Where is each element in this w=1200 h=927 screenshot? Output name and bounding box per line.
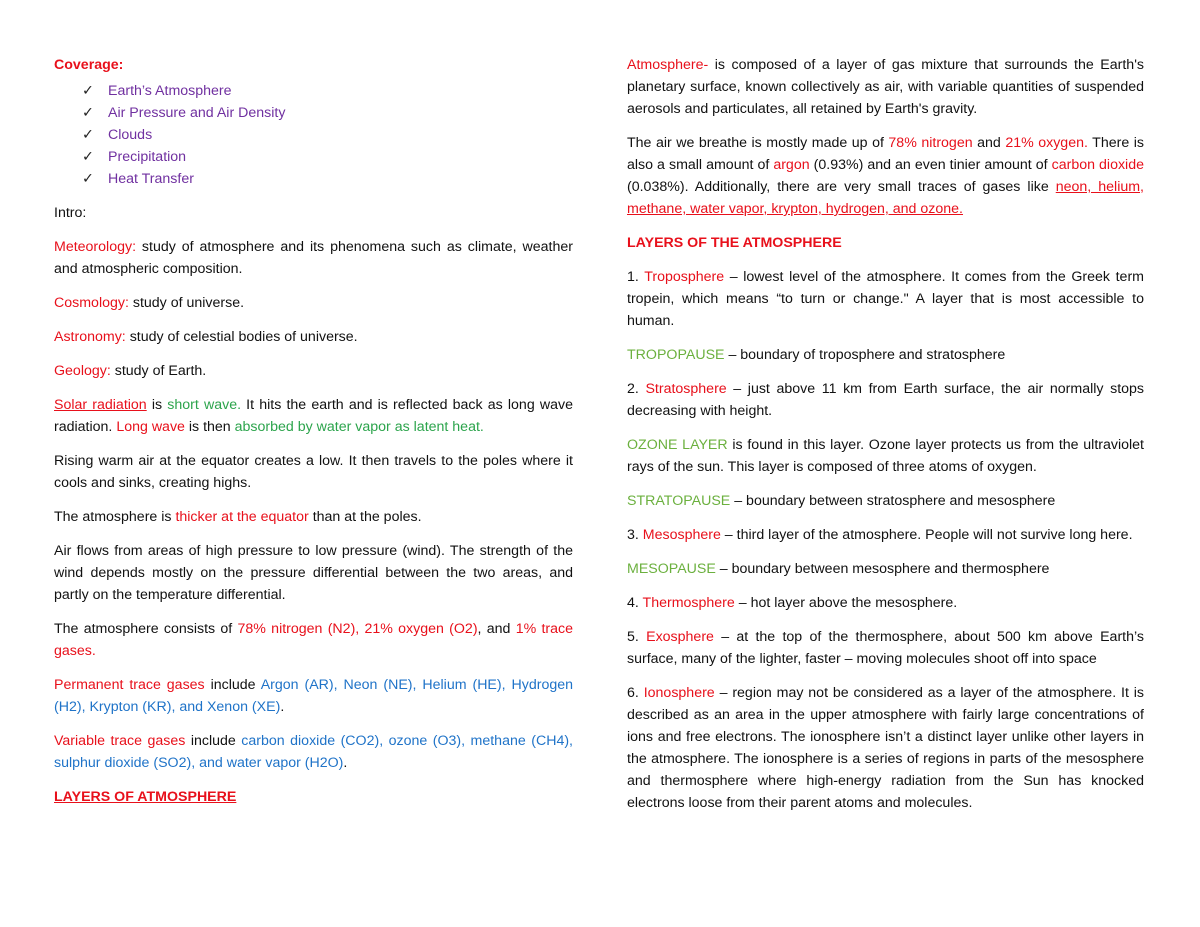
check-icon: ✓ bbox=[82, 171, 94, 187]
cosmology-definition: Cosmology: study of universe. bbox=[54, 295, 245, 311]
variable-gases-paragraph: Variable trace gases include carbon dioxide (CO2), ozone (O3), methane (CH4), sulphur dioxide (SO2), and water vapor (H2O). bbox=[54, 733, 573, 771]
layers-heading: LAYERS OF ATMOSPHERE bbox=[54, 789, 237, 805]
thicker-paragraph: The atmosphere is thicker at the equator than at the poles. bbox=[54, 509, 422, 525]
layers-of-the-atmosphere-heading: LAYERS OF THE ATMOSPHERE bbox=[627, 235, 842, 251]
coverage-title: Coverage: bbox=[54, 57, 124, 73]
atmosphere-definition: Atmosphere- is composed of a layer of gas mixture that surrounds the Earth's planetary surface, known collectively as air, with variable quantities of suspended aerosols and particulates, all retained by Earth's gravity. bbox=[627, 57, 1144, 117]
meteorology-definition: Meteorology: study of atmosphere and its phenomena such as climate, weather and atmospheric composition. bbox=[54, 239, 573, 277]
coverage-item: ✓ Air Pressure and Air Density bbox=[82, 102, 573, 124]
geology-definition: Geology: study of Earth. bbox=[54, 363, 207, 379]
stratosphere-item: 2. Stratosphere – just above 11 km from Earth surface, the air normally stops decreasing with height. bbox=[627, 381, 1145, 419]
troposphere-item: 1. Troposphere – lowest level of the atmosphere. It comes from the Greek term tropein, which means “to turn or change." A layer that is most accessible to human. bbox=[627, 269, 1144, 329]
exosphere-item: 5. Exosphere – at the top of the thermosphere, about 500 km above Earth’s surface, many of the lighter, faster – moving molecules shoot off into space bbox=[627, 629, 1144, 667]
ionosphere-item: 6. Ionosphere – region may not be considered as a layer of the atmosphere. It is described as an area in the upper atmosphere with fairly large concentrations of ions and free electrons. The ionosphere isn’t a distinct layer unlike other layers in the atmosphere. The ionosphere is a series of regions in parts of the mesosphere and thermosphere where high-energy radiation from the Sun has knocked electrons loose from their parent atoms and molecules. bbox=[627, 685, 1144, 811]
stratopause-item: STRATOPAUSE – boundary between stratosphere and mesosphere bbox=[627, 493, 1056, 509]
mesopause-item: MESOPAUSE – boundary between mesosphere and thermosphere bbox=[627, 561, 1050, 577]
left-column bbox=[54, 54, 573, 820]
coverage-list bbox=[54, 80, 573, 190]
thermosphere-item: 4. Thermosphere – hot layer above the mesosphere. bbox=[627, 595, 958, 611]
coverage-item: ✓ Earth’s Atmosphere bbox=[82, 80, 573, 102]
right-column bbox=[627, 54, 1144, 826]
airflow-paragraph: Air flows from areas of high pressure to low pressure (wind). The strength of the wind depends mostly on the pressure differential between the two areas, and partly on the temperature differential. bbox=[54, 543, 573, 603]
coverage-item: ✓ Precipitation bbox=[82, 146, 573, 168]
solar-radiation-paragraph: Solar radiation is short wave. It hits the earth and is reflected back as long wave radiation. Long wave is then absorbed by water vapor as latent heat. bbox=[54, 397, 573, 435]
composition-paragraph: The atmosphere consists of 78% nitrogen (N2), 21% oxygen (O2), and 1% trace gases. bbox=[54, 621, 573, 659]
astronomy-definition: Astronomy: study of celestial bodies of universe. bbox=[54, 329, 358, 345]
check-icon: ✓ bbox=[82, 83, 94, 99]
coverage-item: ✓ Heat Transfer bbox=[82, 168, 573, 190]
mesosphere-item: 3. Mesosphere – third layer of the atmosphere. People will not survive long here. bbox=[627, 527, 1133, 543]
rising-air-paragraph: Rising warm air at the equator creates a low. It then travels to the poles where it cools and sinks, creating highs. bbox=[54, 453, 573, 491]
permanent-gases-paragraph: Permanent trace gases include Argon (AR), Neon (NE), Helium (HE), Hydrogen (H2), Krypton (KR), and Xenon (XE). bbox=[54, 677, 574, 715]
ozone-layer-item: OZONE LAYER is found in this layer. Ozone layer protects us from the ultraviolet rays of the sun. This layer is composed of three atoms of oxygen. bbox=[627, 437, 1145, 475]
air-composition-paragraph: The air we breathe is mostly made up of 78% nitrogen and 21% oxygen. There is also a small amount of argon (0.93%) and an even tinier amount of carbon dioxide (0.038%). Additionally, there are very small traces of gases like neon, helium, methane, water vapor, krypton, hydrogen, and ozone. bbox=[627, 135, 1144, 217]
coverage-item: ✓ Clouds bbox=[82, 124, 573, 146]
check-icon: ✓ bbox=[82, 105, 94, 121]
tropopause-item: TROPOPAUSE – boundary of troposphere and stratosphere bbox=[627, 347, 1006, 363]
check-icon: ✓ bbox=[82, 149, 94, 165]
check-icon: ✓ bbox=[82, 127, 94, 143]
intro-label: Intro: bbox=[54, 205, 87, 221]
